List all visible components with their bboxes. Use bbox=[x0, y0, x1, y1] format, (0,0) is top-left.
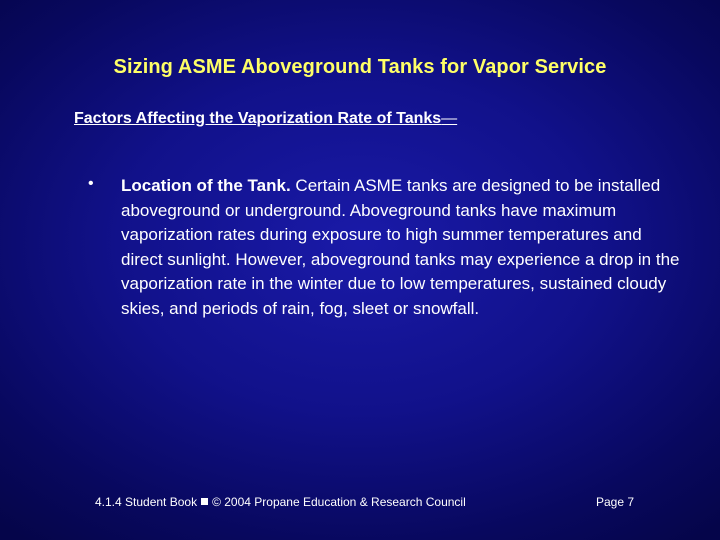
slide-subtitle bbox=[74, 110, 457, 128]
footer-credit bbox=[95, 495, 466, 509]
square-separator-icon bbox=[201, 498, 208, 505]
subtitle-text: Factors Affecting the Vaporization Rate of Tanks bbox=[74, 110, 442, 127]
footer-book: 4.1.4 Student Book bbox=[95, 495, 198, 509]
subtitle-dash: — bbox=[441, 110, 458, 127]
bullet-body: Certain ASME tanks are designed to be installed aboveground or underground. Aboveground tanks have maximum vaporization rates during exposure to high summer temperatures and direct sunlight. However, aboveground tanks may experience a drop in the vaporization rate in the winter due to low temperatures, sustained cloudy skies, and periods of rain, fog, sleet or snowfall. bbox=[121, 176, 680, 318]
bullet-lead: Location of the Tank. bbox=[121, 176, 291, 195]
slide-title: Sizing ASME Aboveground Tanks for Vapor Service bbox=[113, 56, 607, 78]
page-number: Page 7 bbox=[596, 495, 635, 509]
bullet-marker: • bbox=[88, 175, 94, 192]
footer-copyright: © 2004 Propane Education & Research Council bbox=[212, 495, 466, 509]
bullet-paragraph bbox=[121, 174, 681, 322]
